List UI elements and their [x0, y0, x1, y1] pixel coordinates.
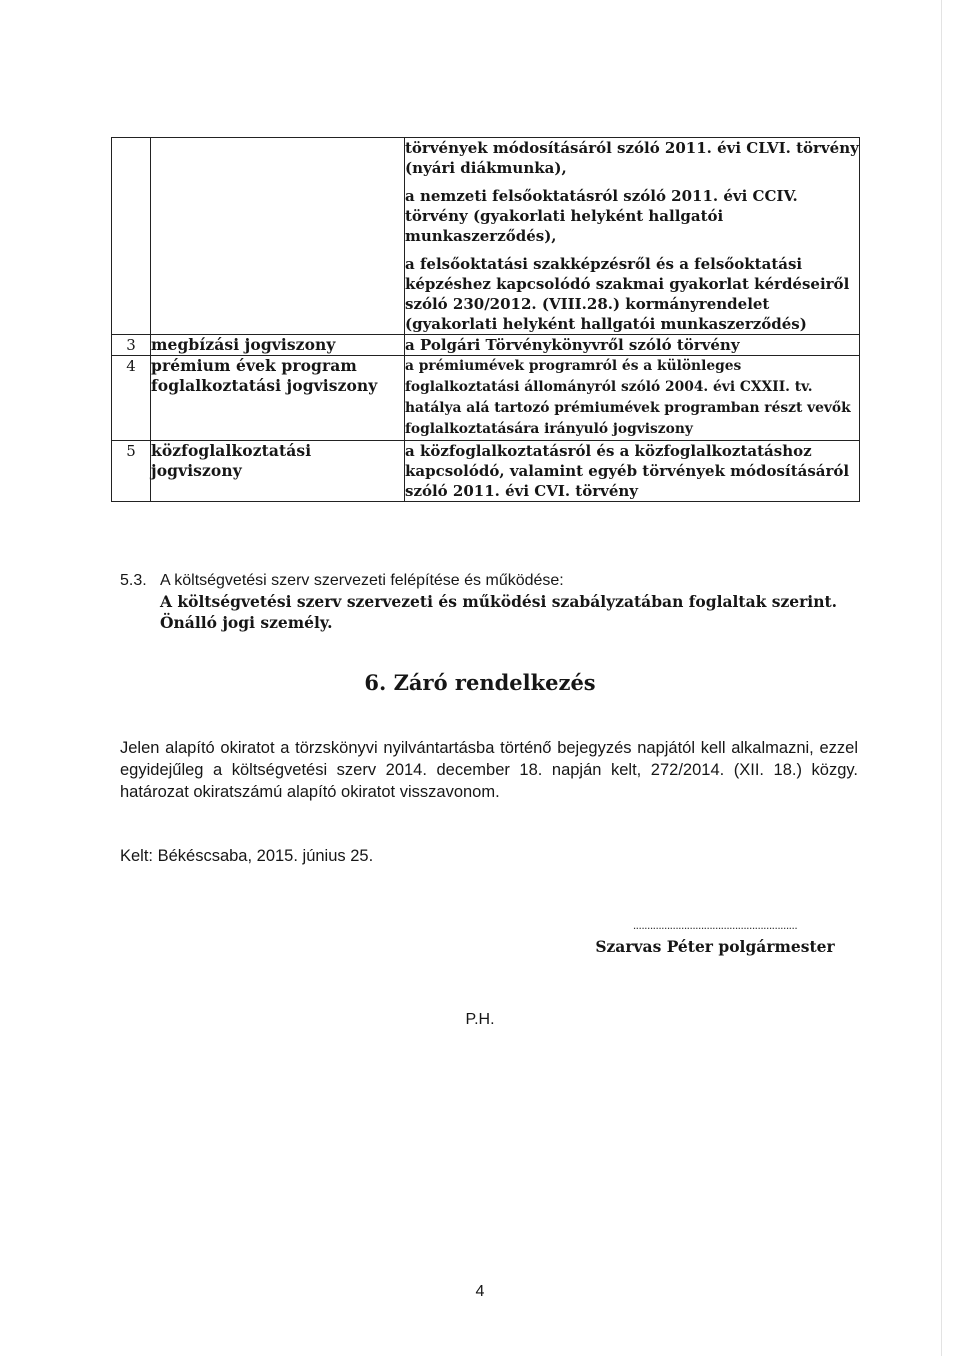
row-number: 3: [112, 335, 151, 356]
organization-statement: A költségvetési szerv szervezeti és működési szabályzatában foglaltak szerint.: [160, 592, 838, 611]
table-row: [112, 138, 860, 335]
law-reference-cell: [405, 335, 860, 356]
row-number: 5: [112, 441, 151, 502]
law-reference: a felsőoktatási szakképzésről és a felsőoktatási képzéshez kapcsolódó szakmai gyakorlat kérdéseiről szóló 230/2012. (VIII.28.) kormányrendelet (gyakorlati helyként hallgatói munkaszerződés): [405, 255, 850, 333]
section-6-heading: 6. Záró rendelkezés: [364, 670, 596, 695]
law-reference: a Polgári Törvénykönyvről szóló törvény: [405, 336, 740, 354]
law-reference: törvények módosításáról szóló 2011. évi CLVI. törvény (nyári diákmunka),: [405, 139, 859, 177]
row-number: 4: [112, 356, 151, 441]
employment-type: megbízási jogviszony: [151, 335, 405, 356]
employment-law-table: [111, 137, 860, 502]
law-reference: a prémiumévek programról és a különleges foglalkoztatási állományról szóló 2004. évi CXXII. tv. hatálya alá tartozó prémiumévek programban részt vevők foglalkoztatására irányuló jogviszony: [405, 358, 851, 437]
row-number: [112, 138, 151, 335]
law-reference: a közfoglalkoztatásról és a közfoglalkoztatáshoz kapcsolódó, valamint egyéb törvények módosításáról szóló 2011. évi CVI. törvény: [405, 442, 850, 500]
law-reference-cell: [405, 356, 860, 441]
employment-type: közfoglalkoztatási jogviszony: [151, 441, 405, 502]
law-reference-cell: [405, 441, 860, 502]
stamp-placeholder: P.H.: [465, 1011, 495, 1028]
table-row: [112, 356, 860, 441]
page-number: 4: [475, 1283, 485, 1300]
employment-type: [151, 138, 405, 335]
section-title: A költségvetési szerv szervezeti felépítése és működése:: [160, 572, 564, 589]
signature-line: ..........................................................: [632, 918, 798, 932]
law-reference-cell: [405, 138, 860, 335]
section-5-3: [120, 570, 840, 633]
employment-type: prémium évek program foglalkoztatási jogviszony: [151, 356, 405, 441]
section-number: 5.3.: [120, 572, 147, 589]
signatory-name: Szarvas Péter polgármester: [595, 937, 835, 956]
closing-provision-text: Jelen alapító okiratot a törzskönyvi nyilvántartásba történő bejegyzés napjától kell alkalmazni, ezzel egyidejűleg a költségvetési szerv 2014. december 18. napján kelt, 272/2014. (XII. 18.) közgy. határozat okiratszámú alapító okiratot visszavonom.: [120, 739, 858, 801]
legal-entity-statement: Önálló jogi személy.: [160, 613, 333, 632]
law-reference: a nemzeti felsőoktatásról szóló 2011. évi CCIV. törvény (gyakorlati helyként hallgatói munkaszerződés),: [405, 187, 798, 245]
table-row: [112, 441, 860, 502]
date-place-line: Kelt: Békéscsaba, 2015. június 25.: [120, 847, 374, 865]
table-row: [112, 335, 860, 356]
